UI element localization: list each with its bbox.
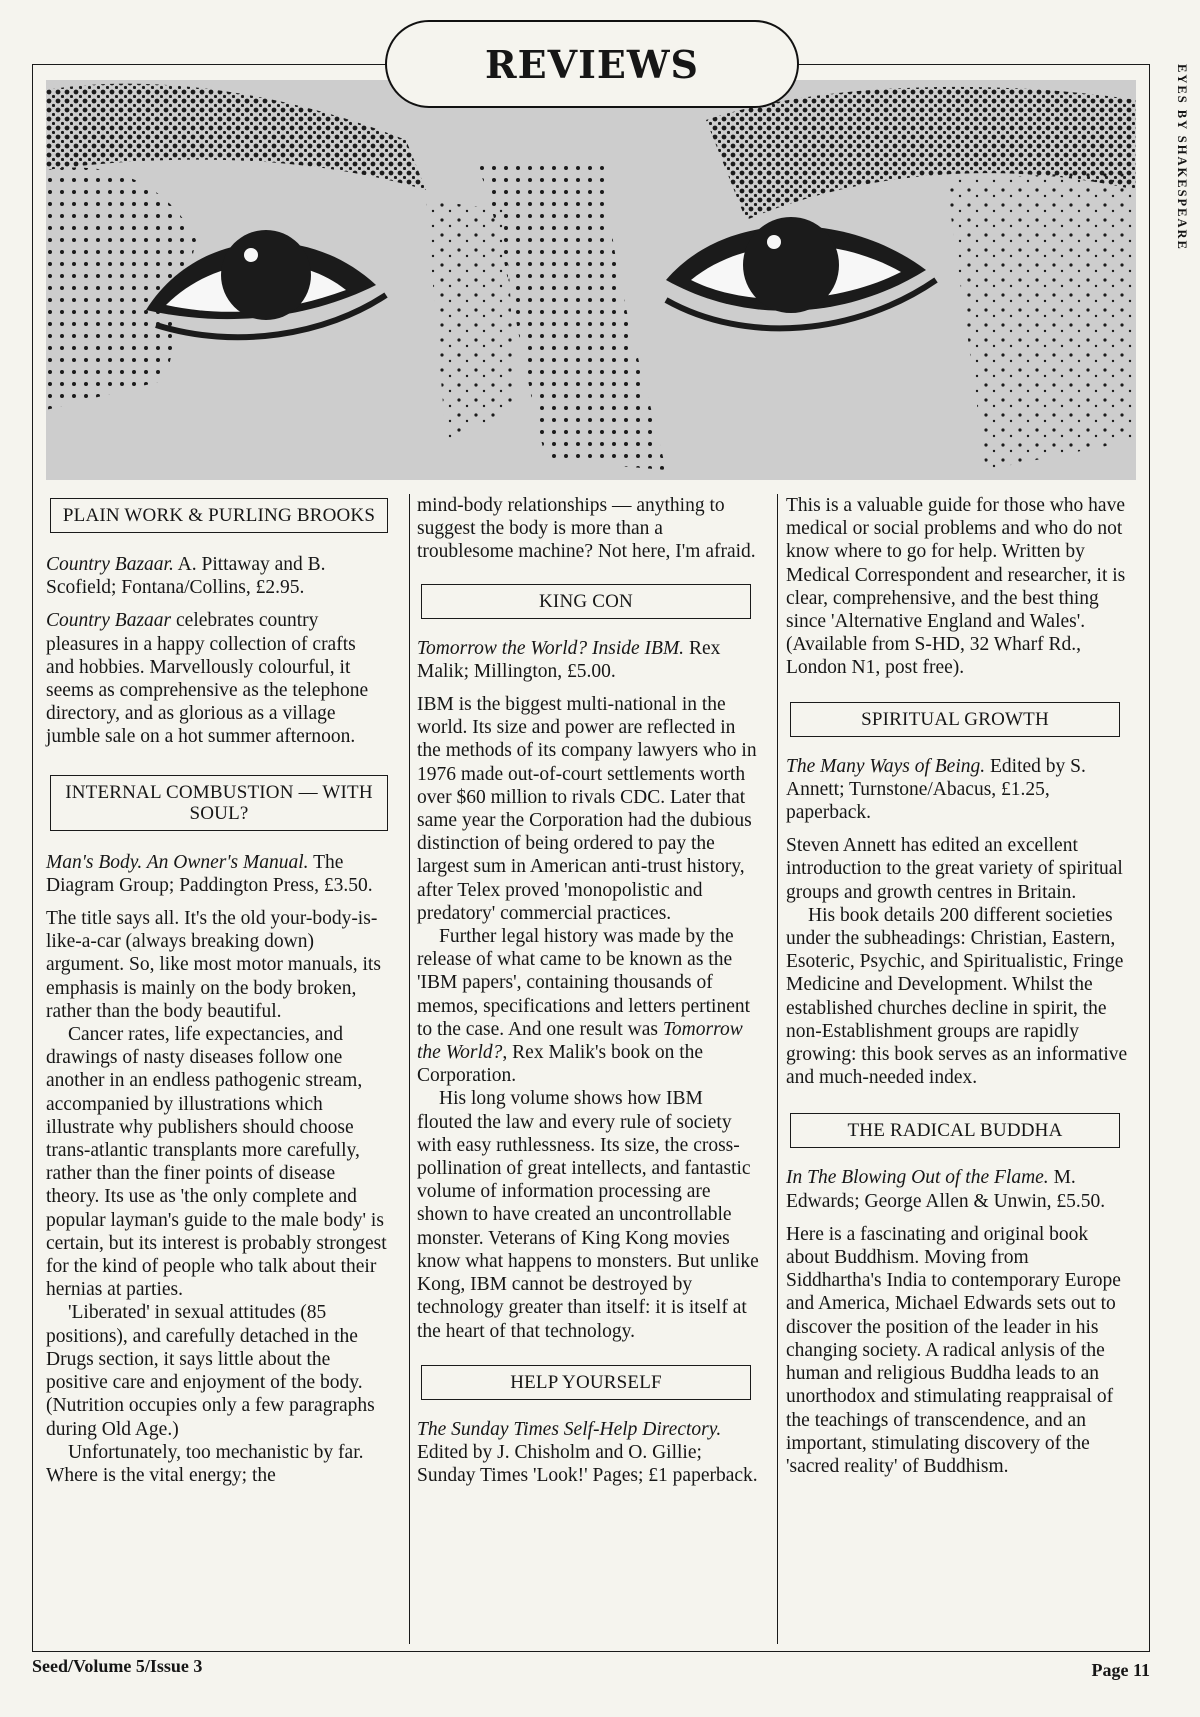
column-1 [46,494,388,1487]
review-heading: PLAIN WORK & PURLING BROOKS [50,498,388,533]
paragraph-text: celebrates country pleasures in a happy collection of crafts and hobbies. Marvellously colourful, it seems as comprehensive as the telephone directory, and as glorious as a village jumble sale on a hot summer afternoon. [46,610,369,748]
page-number: Page 11 [1091,1660,1150,1680]
review-paragraph: Steven Annett has edited an excellent introduction to the great variety of spiritual groups and growth centres in Britain. [786,835,1123,903]
review-heading: THE RADICAL BUDDHA [790,1113,1120,1148]
book-title: The Sunday Times Self-Help Directory. [417,1418,722,1440]
book-details: Edited by J. Chisholm and O. Gillie; Sunday Times 'Look!' Pages; £1 paperback. [417,1441,758,1487]
photo-credit: EYES BY SHAKESPEARE [1175,64,1189,251]
review-paragraph: mind-body relationships — anything to suggest the body is more than a troublesome machine? Not here, I'm afraid. [417,495,756,563]
review-paragraph: His long volume shows how IBM flouted the law and every rule of society with easy ruthlessness. Its size, the cross-pollination of great intellects, and fantastic volume of information processing are shown to have created an uncontrollable monster. Veterans of King Kong movies know what happens to monsters. But unlike Kong, IBM cannot be destroyed by technology greater than itself: it is itself at the heart of that technology. [417,1088,759,1342]
column-2 [417,494,759,1497]
review-citation [786,1166,1128,1212]
page-title: REVIEWS [485,41,699,87]
review-heading: INTERNAL COMBUSTION — WITH SOUL? [50,775,388,831]
review-paragraph: His book details 200 different societies under the subheadings: Christian, Eastern, Esoteric, Psychic, and Spiritualistic, Fringe Medicine and Development. Whilst the established churches decline in spirit, the non-Establishment groups are rapidly growing: this book serves as an informative and much-needed index. [786,904,1128,1089]
review-paragraph: The title says all. It's the old your-body-is-like-a-car (always breaking down) argument. So, like most motor manuals, its emphasis is mainly on the body broken, rather than the body beautiful. [46,908,381,1022]
review-paragraph [46,609,388,748]
column-divider [777,494,778,1644]
review-heading: KING CON [421,584,751,619]
review-heading: SPIRITUAL GROWTH [790,702,1120,737]
review-heading: HELP YOURSELF [421,1365,751,1400]
review-paragraph: Cancer rates, life expectancies, and drawings of nasty diseases follow one another in an endless pathogenic stream, accompanied by illustrations which illustrate why publishers should choose trans-atlantic transplants more carefully, rather than the finer points of disease theory. Its use as 'the only complete and popular layman's guide to the male body' is certain, but its interest is probably strongest for the kind of people who talk about their hernias at parties. [46,1024,387,1301]
paragraph-text: , Rex Malik's book on the Corporation. [417,1042,704,1087]
book-details: Edited by S. Annett; Turnstone/Abacus, £1.25, paperback. [786,755,1086,824]
book-details: A. Pittaway and B. Scofield; Fontana/Collins, £2.95. [46,554,326,599]
review-paragraph [417,925,759,1087]
book-title: Tomorrow the World? Inside IBM. [417,637,685,659]
review-paragraph: IBM is the biggest multi-national in the world. Its size and power are reflected in the methods of its company lawyers who in 1976 made out-of-court settlements worth over $60 million to rivals CDC. Later that same year the Corporation had the dubious distinction of being ordered to pay the largest sum in American anti-trust history, after Telex proved 'monopolistic and predatory' commercial practices. [417,694,757,924]
review-citation [786,755,1128,825]
book-title: In The Blowing Out of the Flame. [786,1167,1049,1189]
masthead-badge [385,20,799,108]
book-details: M. Edwards; George Allen & Unwin, £5.50. [786,1167,1106,1212]
review-paragraph: This is a valuable guide for those who have medical or social problems and who do not know where to go for help. Written by Medical Correspondent and researcher, it is clear, comprehensive, and the best thing since 'Alternative England and Wales'. (Available from S-HD, 32 Wharf Rd., London N1, post free). [786,495,1126,679]
book-details: Rex Malik; Millington, £5.00. [417,637,721,682]
book-title: Man's Body. An Owner's Manual. [46,851,309,873]
eyes-illustration [46,80,1136,480]
inline-book-title: Country Bazaar [46,610,172,632]
book-title: Country Bazaar. [46,554,174,575]
review-paragraph: 'Liberated' in sexual attitudes (85 positions), and carefully detached in the Drugs section, it says little about the positive care and enjoyment of the body. (Nutrition occupies only a few paragraphs during Old Age.) [46,1302,375,1440]
column-3 [786,494,1128,1478]
review-citation [46,553,388,599]
review-citation [417,637,759,683]
paragraph-text: Further legal history was made by the release of what came to be known as the 'IBM papers', containing thousands of memos, specifications and letters pertinent to the case. And one result was [417,926,751,1040]
inline-book-title: Tomorrow the World? [417,1018,743,1064]
review-citation [46,851,388,897]
book-details: The Diagram Group; Paddington Press, £3.50. [46,851,373,896]
book-title: The Many Ways of Being. [786,755,986,777]
review-citation [417,1418,759,1488]
column-divider [409,494,410,1644]
review-paragraph: Unfortunately, too mechanistic by far. Where is the vital energy; the [46,1441,364,1486]
issue-info: Seed/Volume 5/Issue 3 [32,1656,203,1676]
review-paragraph: Here is a fascinating and original book about Buddhism. Moving from Siddhartha's India to contemporary Europe and America, Michael Edwards sets out to discover the position of the leader in his changing society. A radical anlysis of the human and religious Buddha leads to an unorthodox and stimulating reappraisal of the teachings of transcendence, and an important, stimulating discovery of the 'sacred reality' of Buddhism. [786,1223,1121,1477]
eyes-halftone-image [46,80,1136,480]
